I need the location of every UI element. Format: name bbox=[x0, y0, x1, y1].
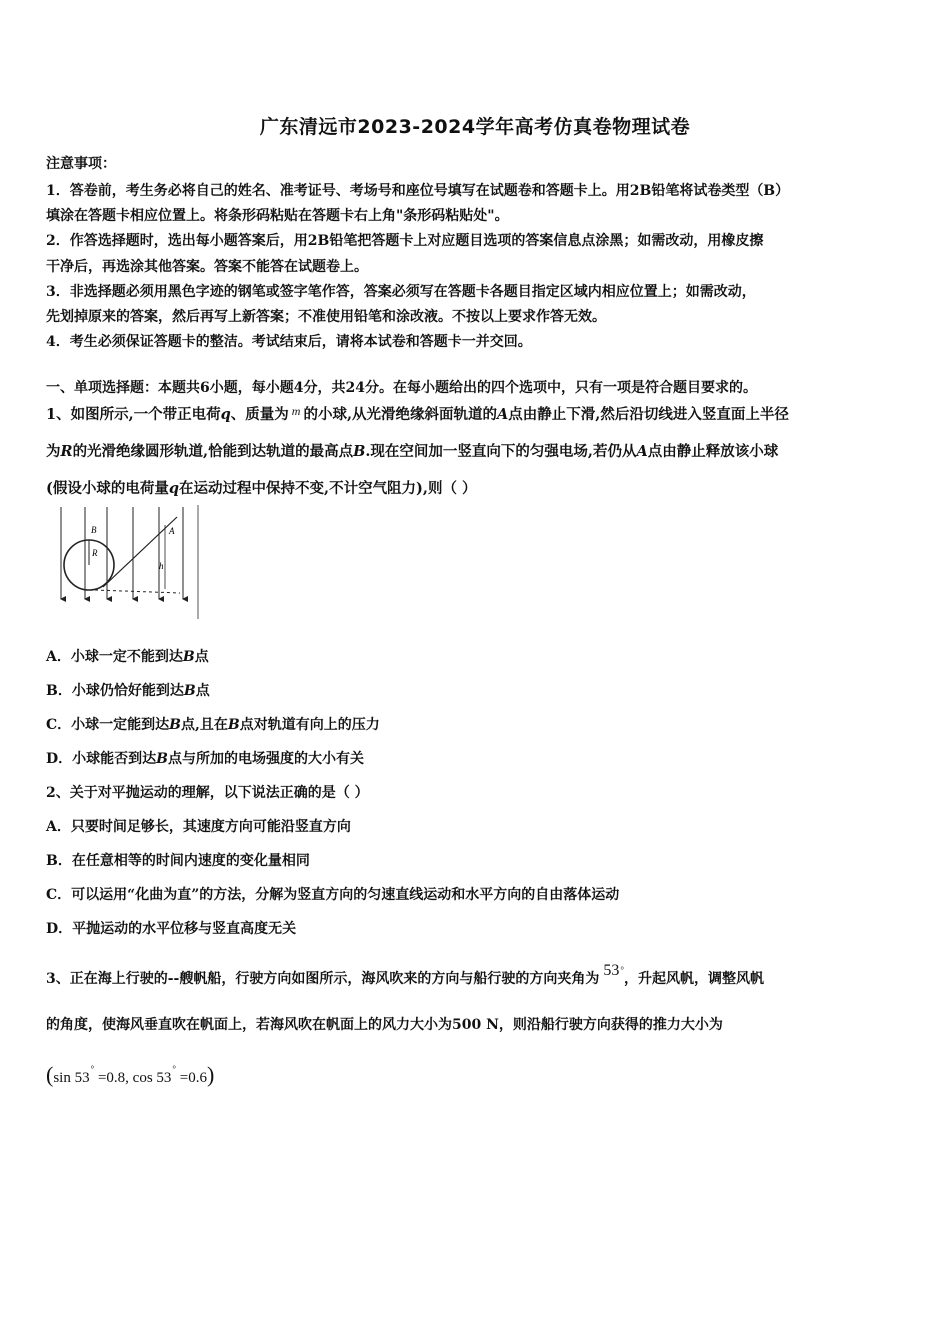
q1-option-b bbox=[46, 680, 210, 700]
q1-text: (假设小球的电荷量 bbox=[46, 480, 169, 497]
q1-option-a bbox=[46, 646, 209, 666]
paren-close: ) bbox=[207, 1062, 215, 1087]
q2-stem: 2、关于对平抛运动的理解，以下说法正确的是（ ） bbox=[46, 785, 369, 801]
formula-sin: sin 53 bbox=[53, 1070, 90, 1086]
option-var: B bbox=[182, 649, 195, 665]
option-label: C．小球一定能到达 bbox=[46, 717, 170, 733]
q1-figure bbox=[55, 503, 205, 621]
q1-var-q: q bbox=[220, 406, 231, 423]
ground-line bbox=[95, 590, 180, 593]
q1-text: 的小球,从光滑绝缘斜面轨道的 bbox=[303, 406, 498, 423]
option-tail: 点,且在 bbox=[181, 717, 228, 733]
option-tail: 点与所加的电场强度的大小有关 bbox=[167, 751, 364, 767]
q1-var-b: B bbox=[353, 443, 366, 460]
option-label: B．小球仍恰好能到达 bbox=[46, 683, 184, 699]
notice-line-6: 先划掉原来的答案，然后再写上新答案；不准使用铅笔和涂改液。不按以上要求作答无效。 bbox=[46, 309, 606, 325]
q3-text: ，升起风帆，调整风帆 bbox=[623, 971, 764, 987]
option-var: B bbox=[183, 683, 196, 699]
label-a: A bbox=[169, 526, 175, 536]
q3-text: 3、正在海上行驶的--艘帆船，行驶方向如图所示，海风吹来的方向与船行驶的方向夹角为 bbox=[46, 971, 600, 987]
q1-var-q: q bbox=[168, 480, 180, 497]
formula-eq: =0.8, cos 53 bbox=[94, 1070, 172, 1086]
notice-heading: 注意事项： bbox=[46, 156, 116, 172]
option-label: D．小球能否到达 bbox=[46, 751, 157, 767]
q1-var-m: m bbox=[291, 404, 301, 418]
q1-option-d bbox=[46, 748, 364, 768]
q1-text: 为 bbox=[46, 443, 61, 460]
q1-text: .现在空间加一竖直向下的匀强电场,若仍从 bbox=[365, 443, 637, 460]
q1-stem-line-2 bbox=[46, 440, 778, 461]
section-heading: 一、单项选择题：本题共6小题，每小题4分，共24分。在每小题给出的四个选项中，只有一项是符合题目要求的。 bbox=[46, 380, 757, 396]
q3-angle: 53 bbox=[603, 962, 620, 979]
q2-option-d: D．平抛运动的水平位移与竖直高度无关 bbox=[46, 921, 297, 937]
page-title: 广东清远市2023-2024学年高考仿真卷物理试卷 bbox=[259, 116, 691, 138]
q1-stem-line-1 bbox=[46, 403, 789, 424]
q1-var-a: A bbox=[497, 406, 509, 423]
notice-line-3: 2．作答选择题时，选出每小题答案后，用2B铅笔把答题卡上对应题目选项的答案信息点涂黑；如需改动，用橡皮擦 bbox=[46, 233, 764, 249]
option-label: A．小球一定不能到达 bbox=[46, 649, 183, 665]
notice-line-5: 3．非选择题必须用黑色字迹的钢笔或签字笔作答，答案必须写在答题卡各题目指定区域内相应位置上；如需改动， bbox=[46, 284, 756, 300]
notice-line-7: 4．考生必须保证答题卡的整洁。考试结束后，请将本试卷和答题卡一并交回。 bbox=[46, 334, 532, 350]
notice-line-4: 干净后，再选涂其他答案。答案不能答在试题卷上。 bbox=[46, 259, 368, 275]
q1-text: 、质量为 bbox=[230, 406, 289, 423]
option-var: B bbox=[169, 717, 181, 733]
q3-degree: ° bbox=[620, 965, 624, 975]
option-var: B bbox=[227, 717, 240, 733]
incline bbox=[103, 517, 177, 587]
q3-formula bbox=[46, 1062, 214, 1088]
option-tail: 点 bbox=[194, 649, 209, 665]
q1-text: 点由静止下滑,然后沿切线进入竖直面上半径 bbox=[508, 406, 789, 423]
formula-degree: ° bbox=[172, 1064, 177, 1074]
notice-line-1: 1．答卷前，考生务必将自己的姓名、准考证号、考场号和座位号填写在试题卷和答题卡上。用2B铅笔将试卷类型（B） bbox=[46, 183, 790, 199]
label-r: R bbox=[92, 548, 98, 558]
option-tail: 点对轨道有向上的压力 bbox=[239, 717, 380, 733]
q2-option-c: C．可以运用“化曲为直”的方法，分解为竖直方向的匀速直线运动和水平方向的自由落体运动 bbox=[46, 887, 620, 903]
q2-option-a: A．只要时间足够长，其速度方向可能沿竖直方向 bbox=[46, 819, 351, 835]
option-var: B bbox=[156, 751, 168, 767]
label-h: h bbox=[159, 561, 164, 571]
q1-text: 在运动过程中保持不变,不计空气阻力),则（ ） bbox=[179, 480, 477, 497]
q1-var-r: R bbox=[60, 443, 73, 460]
q1-stem-line-3 bbox=[46, 477, 477, 498]
notice-line-2: 填涂在答题卡相应位置上。将条形码粘贴在答题卡右上角"条形码粘贴处"。 bbox=[46, 208, 509, 224]
q3-stem-line-2: 的角度，使海风垂直吹在帆面上，若海风吹在帆面上的风力大小为500 N，则沿船行驶方向获得的推力大小为 bbox=[46, 1017, 723, 1033]
q1-text: 1、如图所示,一个带正电荷 bbox=[46, 406, 221, 423]
paren-open: ( bbox=[46, 1062, 54, 1087]
q1-option-c bbox=[46, 714, 380, 734]
label-b: B bbox=[91, 525, 97, 535]
q1-var-a: A bbox=[636, 443, 648, 460]
q3-stem-line-1 bbox=[46, 962, 764, 988]
q1-text: 点由静止释放该小球 bbox=[647, 443, 779, 460]
q1-text: 的光滑绝缘圆形轨道,恰能到达轨道的最高点 bbox=[72, 443, 354, 460]
formula-degree: ° bbox=[90, 1064, 95, 1074]
formula-eq: =0.6 bbox=[176, 1070, 207, 1086]
option-tail: 点 bbox=[195, 683, 210, 699]
q2-option-b: B．在任意相等的时间内速度的变化量相同 bbox=[46, 853, 310, 869]
